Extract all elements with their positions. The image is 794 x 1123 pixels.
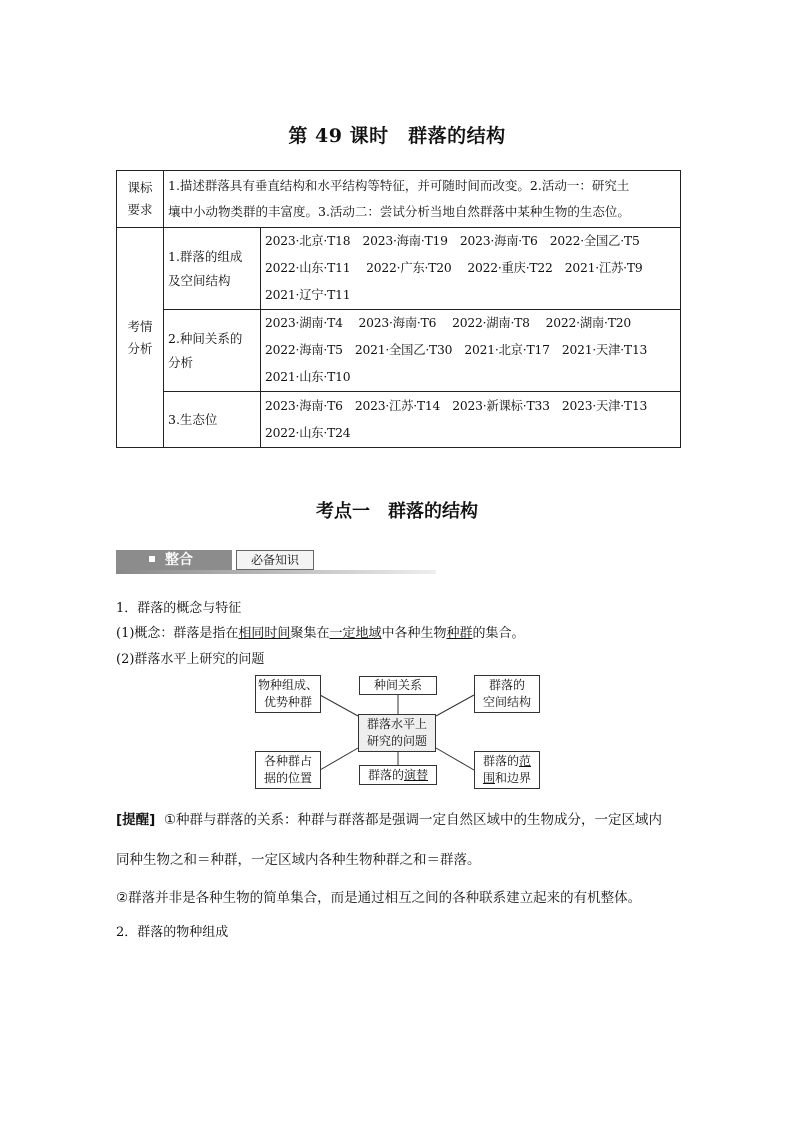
concept-paragraph: (1)概念：群落是指在相同时间聚集在一定地域中各种生物种群的集合。: [116, 626, 525, 641]
exam-refs-cell: 2023·海南·T6 2023·江苏·T14 2023·新课标·T33 2023·天津·T13 2022·山东·T24: [261, 392, 681, 448]
connector-tl: [320, 695, 358, 716]
exam-refs-cell: 2023·北京·T18 2023·海南·T19 2023·海南·T6 2022·全国乙·T5 2022·山东·T11 2022·广东·T20 2022·重庆·T22 2021·江苏·T9 2021·辽宁·T11: [261, 228, 681, 310]
banner-main: 整合: [116, 550, 232, 570]
reminder-line-3: ②群落并非是各种生物的简单集合，而是通过相互之间的各种联系建立起来的有机整体。: [116, 890, 642, 906]
topic-cell: 3.生态位: [164, 392, 261, 448]
diagram-center: 群落水平上 研究的问题: [358, 714, 436, 752]
analysis-label: 考情 分析: [117, 228, 164, 448]
connector-bl: [320, 748, 358, 770]
diagram-box-species: 物种组成、 优势种群: [255, 675, 321, 713]
section-title: 考点一 群落的结构: [316, 501, 478, 522]
topic-cell: 1.群落的组成 及空间结构: [164, 228, 261, 310]
page-title: 第 49 课时 群落的结构: [288, 125, 506, 147]
topic-cell: 2.种间关系的 分析: [164, 310, 261, 392]
standard-text: 1.描述群落具有垂直结构和水平结构等特征，并可随时间而改变。2.活动一：研究土 壤中小动物类群的丰富度。3.活动二：尝试分析当地自然群落中某种生物的生态位。: [164, 171, 681, 228]
diagram-box-range: 群落的范 围和边界: [474, 751, 540, 789]
connector-br: [436, 748, 474, 770]
diagram-box-position: 各种群占 据的位置: [255, 751, 321, 789]
heading-1: 1．群落的概念与特征: [116, 601, 242, 616]
subheading-2: (2)群落水平上研究的问题: [116, 652, 265, 667]
standard-label: 课标 要求: [117, 171, 164, 228]
reminder-line-1: [提醒] ①种群与群落的关系：种群与群落都是强调一定自然区域中的生物成分，一定区域内: [116, 812, 663, 828]
connector-tr: [436, 695, 474, 716]
exam-refs-cell: 2023·湖南·T4 2023·海南·T6 2022·湖南·T8 2022·湖南·T20 2022·海南·T5 2021·全国乙·T30 2021·北京·T17 2021·天津·T13 2021·山东·T10: [261, 310, 681, 392]
diagram-box-succession: 群落的演替: [359, 765, 437, 785]
heading-2: 2．群落的物种组成: [116, 925, 229, 940]
diagram-box-spatial: 群落的 空间结构: [474, 675, 540, 713]
diagram-box-interspecies: 种间关系: [359, 676, 437, 695]
reminder-line-2: 同种生物之和＝种群，一定区域内各种生物种群之和＝群落。: [116, 852, 481, 868]
banner-tab: 必备知识: [236, 550, 314, 570]
